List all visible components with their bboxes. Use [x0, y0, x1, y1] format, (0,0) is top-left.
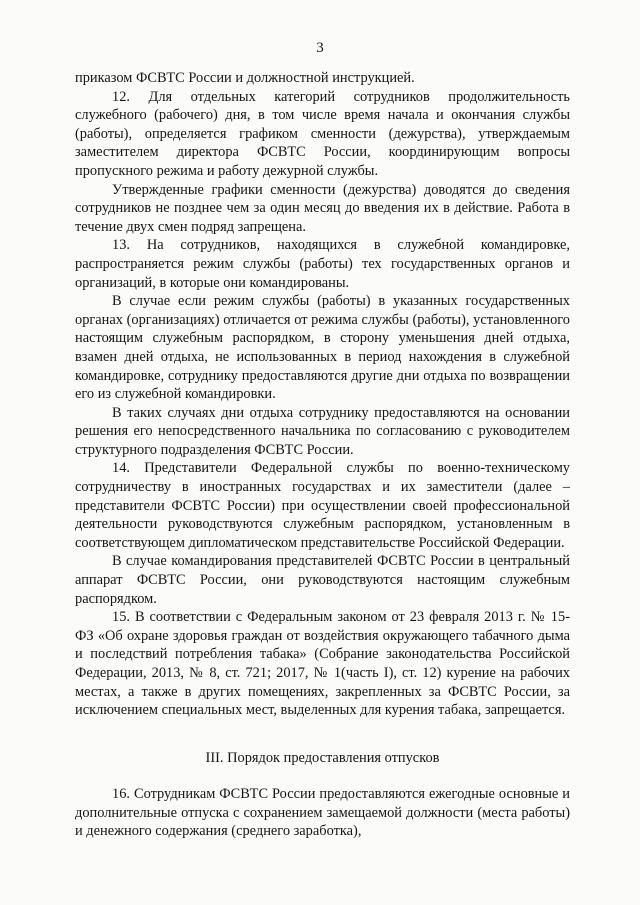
- paragraph-12-schedules: Утвержденные графики сменности (дежурства) доводятся до сведения сотрудников не позднее чем за один месяц до введения их в действие. Работа в течение двух смен подряд запрещена.: [75, 181, 570, 235]
- paragraph-continuation: приказом ФСВТС России и должностной инструкцией.: [75, 70, 415, 86]
- section-body: [75, 785, 570, 841]
- paragraph-13-days-off: В случае если режим службы (работы) в указанных государственных органах (организациях) отличается от режима службы (работы), установленного настоящим служебным распорядком, в сторону уменьшения дней отдыха, взамен дней отдыха, не использованных в период нахождения в служебной командировке, сотруднику предоставляются другие дни отдыха по возвращении его из служебной командировки.: [75, 293, 570, 403]
- paragraph-13: 13. На сотрудников, находящихся в служебной командировке, распространяется режим службы (работы) тех государственных органов и организаций, в которые они командированы.: [75, 237, 570, 291]
- paragraph-15: 15. В соответствии с Федеральным законом от 23 февраля 2013 г. № 15-ФЗ «Об охране здоровья граждан от воздействия окружающего табачного дыма и последствий потребления табака» (Собрание законодательства Российской Федерации, 2013, № 8, ст. 721; 2017, № 1(часть I), ст. 12) курение на рабочих местах, а также в других помещениях, закрепленных за ФСВТС России, за исключением специальных мест, выделенных для курения табака, запрещается.: [75, 609, 570, 719]
- paragraph-12: 12. Для отдельных категорий сотрудников продолжительность служебного (рабочего) дня, в том числе время начала и окончания службы (работы), определяется графиком сменности (дежурства), утверждаемым заместителем директора ФСВТС России, координирующим вопросы пропускного режима и работу дежурной службы.: [75, 88, 570, 179]
- paragraph-14-central-office: В случае командирования представителей ФСВТС России в центральный аппарат ФСВТС России, они руководствуются настоящим служебным распорядком.: [75, 553, 570, 607]
- document-body: [75, 69, 570, 720]
- section-title: III. Порядок предоставления отпусков: [205, 750, 440, 766]
- paragraph-14: 14. Представители Федеральной службы по военно-техническому сотрудничеству в иностранных государствах и их заместители (далее – представители ФСВТС России) при осуществлении своей профессиональной деятельности руководствуются служебным распорядком, установленным в соответствующем дипломатическом представительстве Российской Федерации.: [75, 460, 570, 551]
- page-number: 3: [316, 40, 324, 56]
- paragraph-16: 16. Сотрудникам ФСВТС России предоставляются ежегодные основные и дополнительные отпуска с сохранением замещаемой должности (места работы) и денежного содержания (среднего заработка),: [75, 786, 570, 840]
- paragraph-13-approval: В таких случаях дни отдыха сотруднику предоставляются на основании решения его непосредственного начальника по согласованию с руководителем структурного подразделения ФСВТС России.: [75, 404, 570, 458]
